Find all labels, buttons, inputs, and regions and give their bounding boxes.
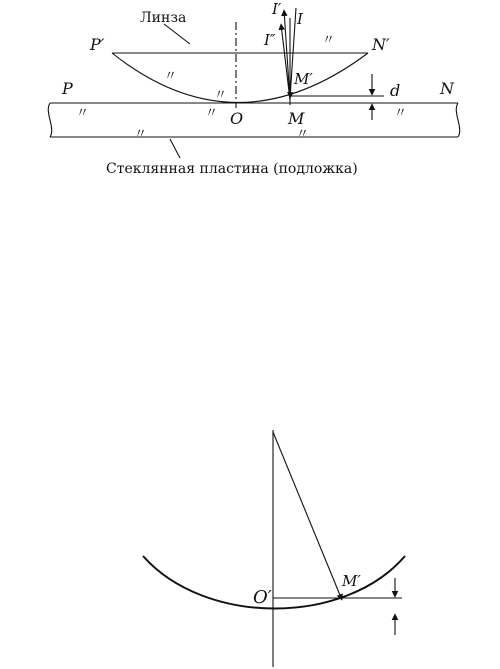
- hatch-mark: 〃: [394, 106, 408, 121]
- lens-leader-line: [164, 24, 190, 44]
- label-m-prime: M′: [294, 70, 313, 88]
- label-p: P: [62, 79, 73, 98]
- substrate-leader-line: [170, 139, 180, 158]
- plano-convex-lens: [112, 53, 368, 103]
- figure-2-geometry-detail: [143, 430, 405, 667]
- label-d: d: [390, 81, 401, 100]
- label-n-prime: N′: [372, 35, 390, 54]
- hatch-mark: 〃: [164, 69, 178, 84]
- radius-line: [273, 432, 342, 600]
- substrate-label: Стеклянная пластина (подложка): [106, 161, 358, 177]
- label-o: O: [230, 109, 244, 128]
- label-n: N: [440, 79, 454, 98]
- label-m-prime-fig2: M′: [342, 572, 361, 590]
- label-m: M: [288, 109, 305, 128]
- hatch-mark: 〃: [76, 106, 90, 121]
- label-i-prime: I′: [272, 0, 282, 18]
- lens-label: Линза: [140, 10, 187, 26]
- figure-1-newton-rings-setup: [48, 0, 459, 177]
- hatch-mark: 〃: [134, 127, 148, 142]
- hatch-mark: 〃: [322, 33, 336, 48]
- label-i-double-prime: I″: [264, 31, 276, 49]
- label-i: I: [297, 10, 303, 28]
- hatch-mark: 〃: [296, 127, 310, 142]
- hatch-mark: 〃: [205, 106, 219, 121]
- label-o-prime: O′: [253, 587, 272, 608]
- lens-surface-arc: [143, 556, 405, 609]
- label-p-prime: P′: [90, 35, 105, 54]
- hatch-mark: 〃: [214, 88, 228, 103]
